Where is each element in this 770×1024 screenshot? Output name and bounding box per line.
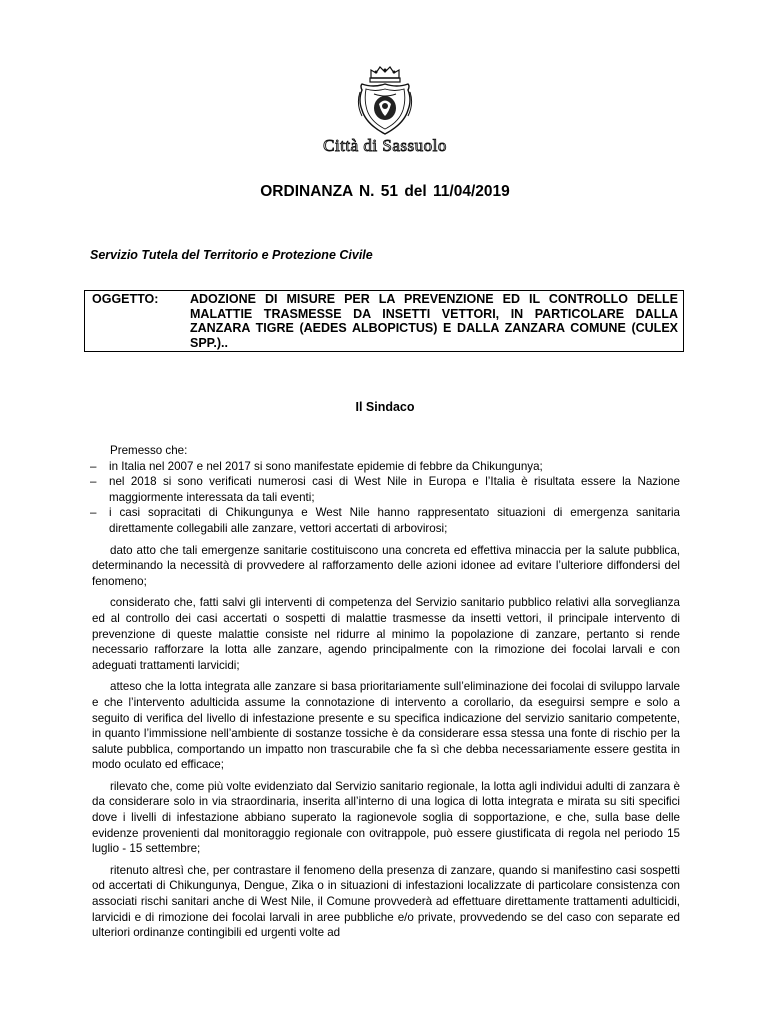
list-item <box>92 474 680 505</box>
list-item-text: nel 2018 si sono verificati numerosi casi di West Nile in Europa e l’Italia è risultata essere la Nazione maggiormente interessata da tali eventi; <box>109 475 680 504</box>
premise-intro: Premesso che: <box>110 444 188 457</box>
ordinance-body <box>92 443 680 947</box>
list-item-text: in Italia nel 2007 e nel 2017 si sono manifestate epidemie di febbre da Chikungunya; <box>109 459 543 473</box>
paragraph-atteso: atteso che la lotta integrata alle zanzare si basa prioritariamente sull’eliminazione dei focolai di sviluppo larvale e che l’intervento adulticida assume la connotazione di intervento a corollario, da eseguirsi sempre e solo a seguito di verifica del livello di infestazione presente e su specifica indicazione del servizio sanitario competente, in quanto l’immissione nell’ambiente di sostanze tossiche è da considerare essa stessa una fonte di rischio per la salute pubblica, comportando un impatto non trascurabile che fa sì che debba necessariamente essere gestita in modo oculato ed efficace; <box>92 680 680 772</box>
paragraph-dato-atto: dato atto che tali emergenze sanitarie costituiscono una concreta ed effettiva minaccia per la salute pubblica, determinando la necessità di provvedere al rafforzamento delle azioni idonee ad evitare l’ulteriore diffondersi del fenomeno; <box>92 543 680 588</box>
list-item <box>92 459 680 475</box>
dash-bullet: – <box>90 475 97 489</box>
premise-list <box>92 459 680 537</box>
dash-bullet: – <box>90 459 97 473</box>
subject-box <box>84 290 684 352</box>
dash-bullet: – <box>90 506 97 520</box>
list-item <box>92 505 680 536</box>
subject-label: OGGETTO: <box>92 292 159 306</box>
city-name: Città di Sassuolo <box>323 136 447 155</box>
mayor-heading: Il Sindaco <box>355 400 415 414</box>
paragraph-rilevato: rilevato che, come più volte evidenziato dal Servizio sanitario regionale, la lotta agli individui adulti di zanzara è da considerare solo in via straordinaria, inserita all’interno di una logica di lotta integrata e mirata su siti specifici dove i livelli di infestazione abbiano superato la ragionevole soglia di sopportazione, e che, sulla base delle evidenze provenienti dal monitoraggio regionale con ovitrappole, può essere giustificata di regola nel periodo 15 luglio - 15 settembre; <box>92 779 680 856</box>
city-crest-logo <box>352 64 418 140</box>
list-item-text: i casi sopracitati di Chikungunya e West Nile hanno rappresentato situazioni di emergenza sanitaria direttamente collegabili alle zanzare, vettori accertati di arbovirosi; <box>109 506 680 535</box>
subject-text: ADOZIONE DI MISURE PER LA PREVENZIONE ED IL CONTROLLO DELLE MALATTIE TRASMESSE DA INSETTI VETTORI, IN PARTICOLARE DALLA ZANZARA TIGRE (AEDES ALBOPICTUS) E DALLA ZANZARA COMUNE (CULEX SPP.).. <box>190 292 678 350</box>
ordinance-title: ORDINANZA N. 51 del 11/04/2019 <box>260 183 510 200</box>
service-name: Servizio Tutela del Territorio e Protezione Civile <box>90 248 373 262</box>
paragraph-ritenuto: ritenuto altresì che, per contrastare il fenomeno della presenza di zanzare, quando si manifestino casi sospetti od accertati di Chikungunya, Dengue, Zika o in situazioni di infestazioni localizzate di particolare consistenza con associati rischi sanitari anche di West Nile, il Comune provvederà ad effettuare direttamente trattamenti adulticidi, larvicidi e di rimozione dei focolai larvali in aree pubbliche e/o private, provvedendo se del caso con separate ed ulteriori ordinanze contingibili ed urgenti volte ad <box>92 863 680 940</box>
paragraph-considerato: considerato che, fatti salvi gli interventi di competenza del Servizio sanitario pubblico relativi alla sorveglianza ed al controllo dei casi accertati o sospetti di malattie trasmesse da insetti vettori, il principale intervento di prevenzione di queste malattie consiste nel ridurre al minimo la popolazione di zanzare, pertanto si rende necessario rafforzare la lotta alle zanzare, agendo principalmente con la rimozione dei focolai larvali e con adeguati trattamenti larvicidi; <box>92 596 680 672</box>
